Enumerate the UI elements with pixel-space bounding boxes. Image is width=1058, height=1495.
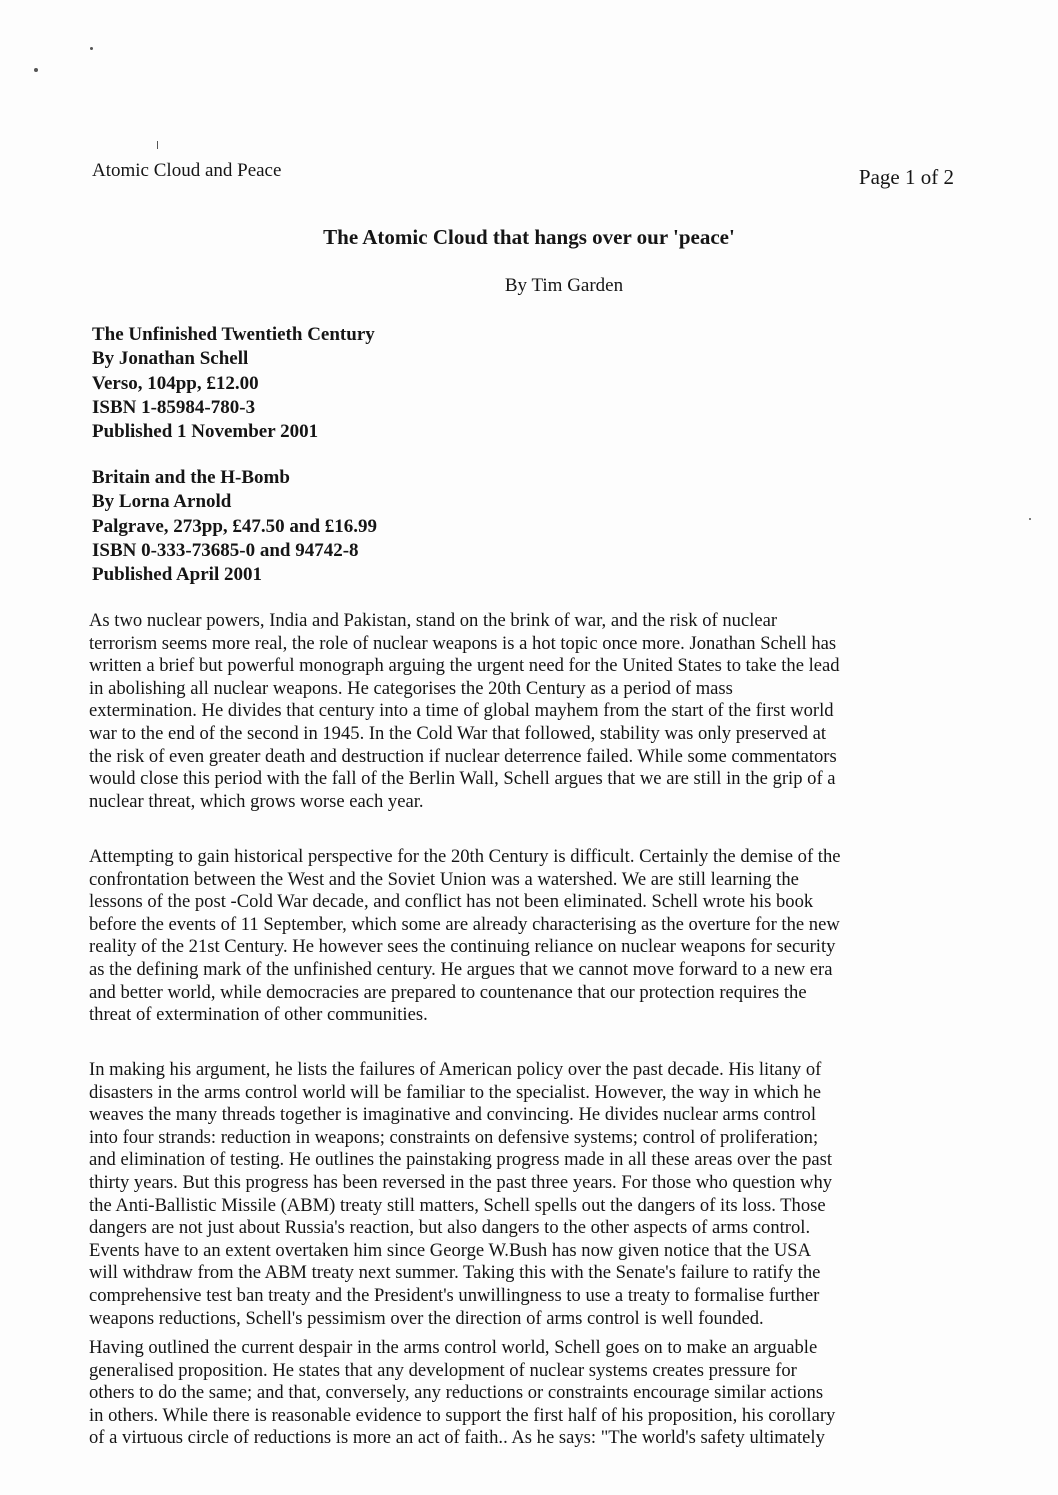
text-line: would close this period with the fall of the Berlin Wall, Schell argues that we are still in the grip of a — [89, 768, 836, 790]
running-header-title: Atomic Cloud and Peace — [92, 160, 282, 181]
book-title: The Unfinished Twentieth Century — [92, 324, 375, 345]
text-line: disasters in the arms control world will be familiar to the specialist. However, the way in which he — [89, 1081, 821, 1103]
text-line: in others. While there is reasonable evidence to support the first half of his proposition, his corollary — [89, 1404, 836, 1426]
text-line: weaves the many threads together is imaginative and convincing. He divides nuclear arms control — [89, 1104, 816, 1126]
text-line: written a brief but powerful monograph arguing the urgent need for the United States to take the lead — [89, 655, 840, 677]
text-line: terrorism seems more real, the role of nuclear weapons is a hot topic once more. Jonathan Schell has — [89, 632, 837, 654]
text-line: will withdraw from the ABM treaty next summer. Taking this with the Senate's failure to ratify the — [89, 1262, 821, 1284]
text-line: Attempting to gain historical perspective for the 20th Century is difficult. Certainly the demise of the — [89, 846, 841, 867]
book-isbn: ISBN 1-85984-780-3 — [92, 396, 256, 418]
text-line: In making his argument, he lists the failures of American policy over the past decade. His litany of — [89, 1059, 822, 1080]
text-line: As two nuclear powers, India and Pakistan, stand on the brink of war, and the risk of nuclear — [89, 610, 778, 631]
article-byline: By Tim Garden — [504, 275, 624, 296]
page-number: Page 1 of 2 — [858, 165, 954, 189]
paragraph-4 — [89, 1337, 969, 1450]
text-line: and better world, while democracies are prepared to countenance that our protection requires the — [89, 981, 807, 1003]
text-line: generalised proposition. He states that any development of nuclear systems creates pressure for — [89, 1359, 797, 1381]
text-line: threat of extermination of other communities. — [89, 1004, 428, 1026]
article-title: The Atomic Cloud that hangs over our 'peace' — [323, 225, 735, 249]
book-details-1 — [92, 323, 375, 444]
text-line: war to the end of the second in 1945. In the Cold War that followed, stability was only preserved at — [89, 722, 827, 744]
text-line: lessons of the post -Cold War decade, and conflict has not been eliminated. Schell wrote his book — [89, 891, 814, 913]
scan-speck — [1029, 518, 1031, 520]
text-line: thirty years. But this progress has been reversed in the past three years. For those who question why — [89, 1171, 833, 1193]
text-line: weapons reductions, Schell's pessimism over the direction of arms control is well founded. — [89, 1307, 764, 1329]
text-line: nuclear threat, which grows worse each year. — [89, 790, 424, 812]
text-line: into four strands: reduction in weapons; constraints on defensive systems; control of proliferation; — [89, 1126, 819, 1148]
scan-speck — [34, 68, 38, 72]
text-line: others to do the same; and that, conversely, any reductions or constraints encourage similar actions — [89, 1382, 824, 1404]
book-publisher: Verso, 104pp, £12.00 — [92, 372, 259, 394]
book-isbn: ISBN 0-333-73685-0 and 94742-8 — [92, 539, 359, 561]
text-line: as the defining mark of the unfinished century. He argues that we cannot move forward to a new era — [89, 958, 833, 980]
text-line: before the events of 11 September, which some are already characterising as the overture for the new — [89, 913, 840, 935]
text-line: the Anti-Ballistic Missile (ABM) treaty still matters, Schell spells out the dangers of its loss. Those — [89, 1194, 826, 1216]
text-line: of a virtuous circle of reductions is more an act of faith.. As he says: "The world's safety ultimately — [89, 1427, 825, 1449]
book-published-date: Published April 2001 — [92, 564, 262, 586]
book-published-date: Published 1 November 2001 — [92, 421, 319, 443]
scan-speck — [90, 47, 93, 50]
text-line: confrontation between the West and the Soviet Union was a watershed. We are still learning the — [89, 868, 799, 890]
text-line: dangers are not just about Russia's reaction, but also dangers to the other aspects of arms control. — [89, 1217, 811, 1239]
book-title: Britain and the H-Bomb — [92, 467, 290, 488]
book-details-2 — [92, 466, 377, 587]
text-line: in abolishing all nuclear weapons. He categorises the 20th Century as a period of mass — [89, 677, 733, 699]
text-line: and elimination of testing. He outlines the painstaking progress made in all these areas over the past — [89, 1149, 833, 1171]
book-publisher: Palgrave, 273pp, £47.50 and £16.99 — [92, 515, 378, 537]
book-author: By Jonathan Schell — [92, 348, 249, 370]
text-line: Having outlined the current despair in the arms control world, Schell goes on to make an arguable — [89, 1337, 818, 1358]
scan-speck — [157, 141, 158, 149]
text-line: extermination. He divides that century into a time of global mayhem from the start of the first world — [89, 700, 834, 722]
text-line: the risk of even greater death and destruction if nuclear deterrence failed. While some commentators — [89, 745, 837, 767]
paragraph-2 — [89, 846, 969, 1027]
paragraph-1 — [89, 610, 969, 813]
text-line: reality of the 21st Century. He however sees the continuing reliance on nuclear weapons for security — [89, 936, 836, 958]
paragraph-3 — [89, 1059, 969, 1330]
book-author: By Lorna Arnold — [92, 491, 232, 513]
text-line: comprehensive test ban treaty and the President's unwillingness to use a treaty to formalise further — [89, 1284, 820, 1306]
text-line: Events have to an extent overtaken him since George W.Bush has now given notice that the USA — [89, 1239, 812, 1261]
